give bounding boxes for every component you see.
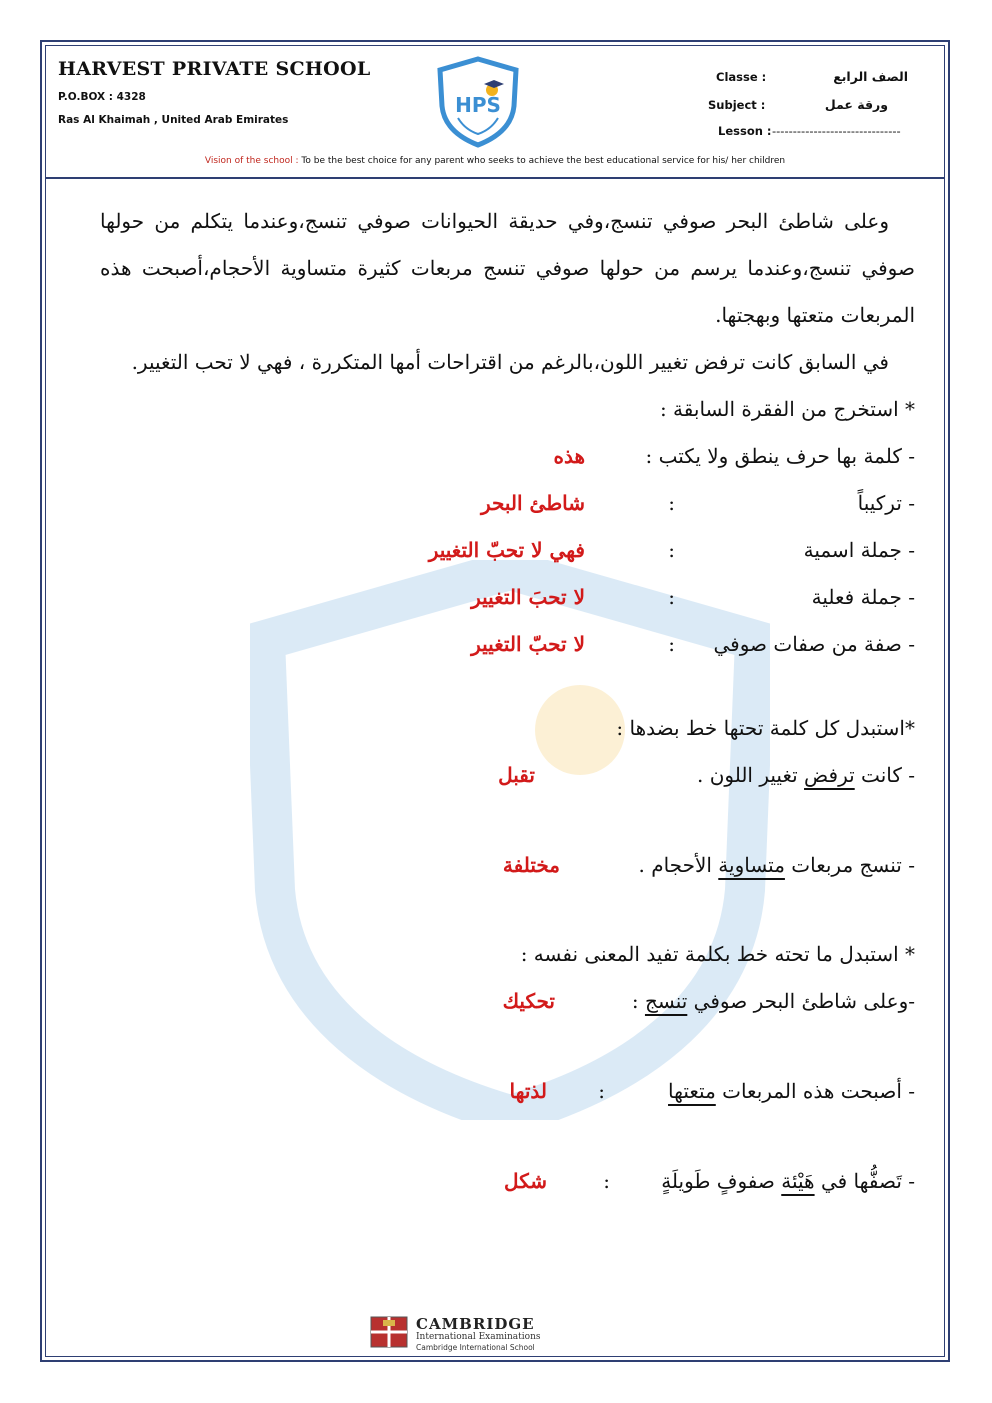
underlined-word: تنسج [644, 989, 688, 1013]
section1-colon: : [668, 632, 675, 656]
section3-answer: تحكيك [502, 989, 555, 1013]
question-text: - تَصفُّها في [814, 1169, 915, 1193]
school-address: Ras Al Khaimah , United Arab Emirates [58, 114, 289, 126]
section1-question: - كلمة بها حرف ينطق ولا يكتب : [645, 444, 915, 468]
section1-item [100, 621, 915, 668]
section1-question: - تركيباً [857, 491, 915, 515]
vision-label: Vision of the school : [204, 156, 299, 166]
section3-answer: لذتها [509, 1079, 547, 1103]
section1-title [100, 386, 915, 433]
cambridge-school-label: Cambridge International School [416, 1343, 535, 1352]
school-logo [434, 56, 522, 148]
section2-title [100, 705, 915, 752]
underlined-word: ترفض [804, 763, 855, 787]
question-text: : [631, 989, 645, 1013]
cambridge-crest-icon [370, 1316, 408, 1348]
section2-item [100, 752, 915, 799]
section3-title [100, 931, 915, 978]
section2-question [638, 842, 915, 889]
subject-label: Subject : [708, 98, 766, 112]
section1-colon: : [668, 538, 675, 562]
section1-answer: لا تحبّ التغيير [471, 632, 585, 656]
question-text: - كانت [854, 763, 915, 787]
lesson-value: ------------------------------- [772, 124, 901, 138]
section3-question [632, 978, 915, 1025]
class-label: Classe : [716, 70, 767, 84]
class-value: الصف الرابع [833, 69, 908, 84]
lesson-label: Lesson : [718, 124, 772, 138]
section1-answer: هذه [553, 444, 585, 468]
section1-answer: شاطئ البحر [480, 491, 585, 515]
subject-value: ورقة عمل [824, 97, 888, 112]
question-text: - أصبحت هذه المربعات [715, 1079, 915, 1103]
underlined-word: هَيْئة [781, 1169, 815, 1193]
section2-answer: مختلفة [502, 853, 560, 877]
section3-question [661, 1158, 915, 1205]
question-text: صفوفٍ طَويلَةٍ [661, 1169, 782, 1193]
section1-question: - جملة اسمية [803, 538, 915, 562]
passage-paragraph-2: في السابق كانت ترفض تغيير اللون،بالرغم من اقتراحات أمها المتكررة ، فهي لا تحب التغيير. [131, 350, 889, 374]
section1-item [100, 433, 915, 480]
header [46, 46, 944, 176]
section2-answer: تقبل [498, 763, 535, 787]
section3-colon: : [603, 1169, 610, 1193]
section1-question: - جملة فعلية [811, 585, 915, 609]
section3-question [668, 1068, 915, 1115]
section2-question [697, 752, 915, 799]
cambridge-subtitle: International Examinations [416, 1332, 541, 1342]
worksheet-content [100, 198, 915, 1205]
section1-title-text: * استخرج من الفقرة السابقة : [659, 397, 915, 421]
section1-colon: : [668, 491, 675, 515]
section3-item [100, 1158, 915, 1205]
underlined-word: متساوية [718, 853, 785, 877]
question-text: تغيير اللون . [696, 763, 805, 787]
underlined-word: متعتها [668, 1079, 716, 1103]
section1-colon: : [668, 585, 675, 609]
section1-question: - صفة من صفات صوفي [713, 632, 915, 656]
cambridge-logo [370, 1314, 610, 1354]
vision-statement [46, 156, 944, 166]
school-name: HARVEST PRIVATE SCHOOL [58, 58, 371, 80]
cambridge-name: CAMBRIDGE [416, 1315, 535, 1333]
section1-answer: فهي لا تحبّ التغيير [428, 538, 585, 562]
school-pobox: P.O.BOX : 4328 [58, 91, 146, 103]
section2-item [100, 842, 915, 889]
passage-paragraph-1: وعلى شاطئ البحر صوفي تنسج،وفي حديقة الحيوانات صوفي تنسج،وعندما يتكلم من حولها صوفي تنسج،وعندما يرسم من حولها صوفي تنسج مربعات كثيرة متساوية الأحجام،أصبحت هذه المربعات متعتها وبهجتها. [100, 209, 915, 327]
section2-title-text: *استبدل كل كلمة تحتها خط بضدها : [616, 716, 915, 740]
section3-item [100, 978, 915, 1025]
section3-item [100, 1068, 915, 1115]
logo-text: HPS [455, 93, 501, 117]
question-text: -وعلى شاطئ البحر صوفي [687, 989, 915, 1013]
header-divider [46, 177, 944, 179]
section1-item [100, 527, 915, 574]
section1-item [100, 574, 915, 621]
section1-answer: لا تحبَ التغيير [471, 585, 585, 609]
question-text: - تنسج مربعات [784, 853, 915, 877]
question-text: الأحجام . [638, 853, 719, 877]
section3-colon: : [598, 1079, 605, 1103]
section1-item [100, 480, 915, 527]
section3-answer: شكل [504, 1169, 547, 1193]
vision-text: To be the best choice for any parent who seeks to achieve the best educational service for his/ her children [301, 156, 786, 166]
section3-title-text: * استبدل ما تحته خط بكلمة تفيد المعنى نفسه : [520, 942, 915, 966]
